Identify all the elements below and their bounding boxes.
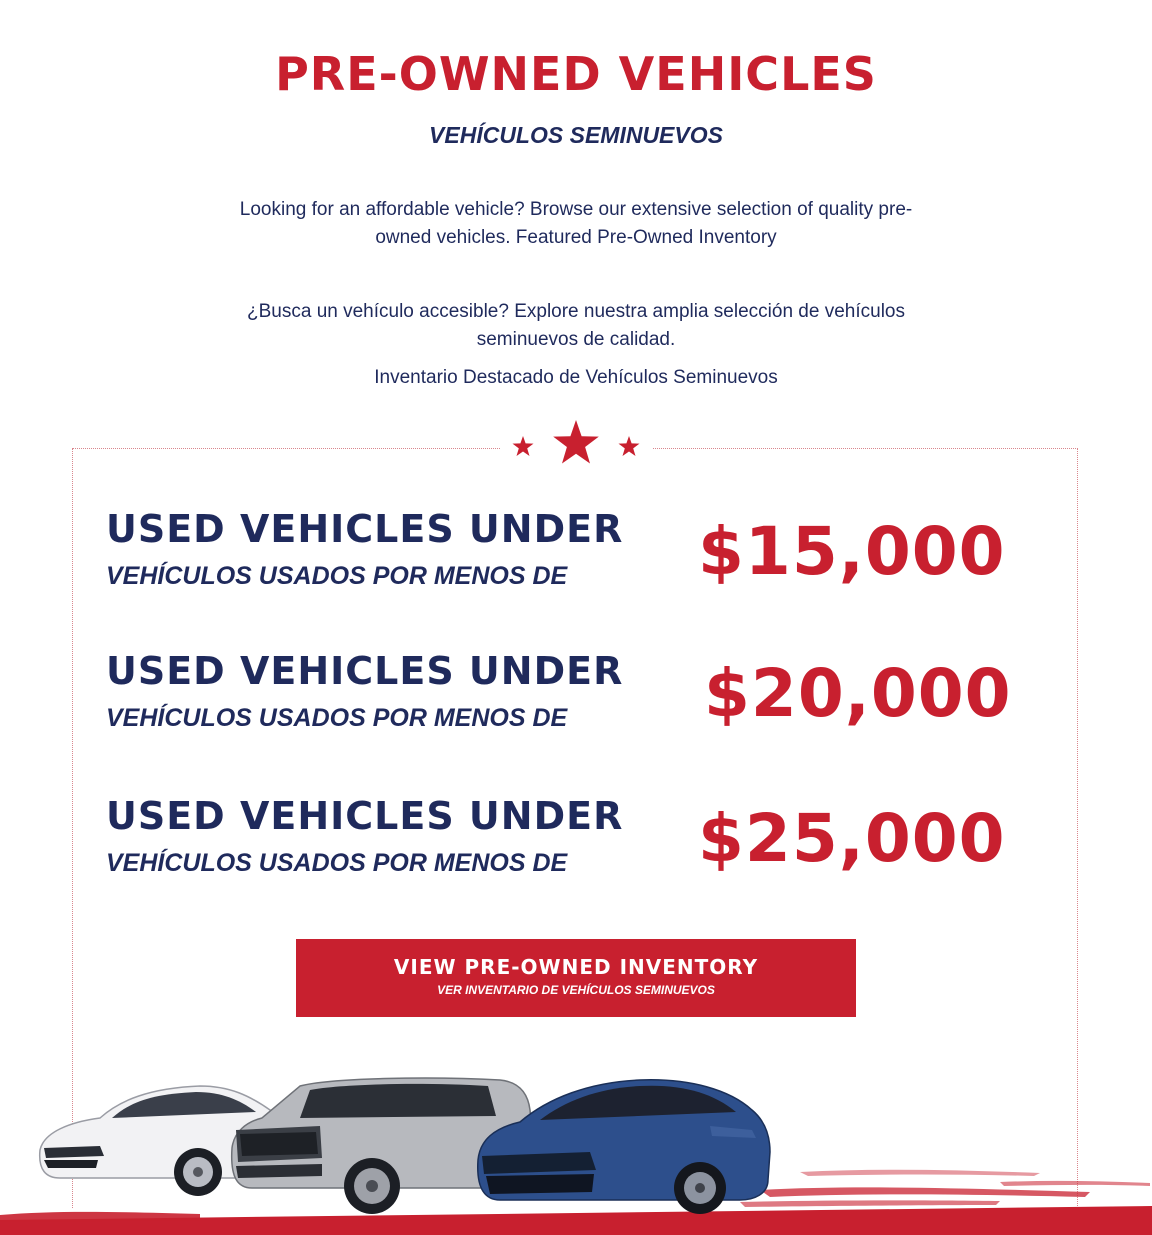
intro-english: Looking for an affordable vehicle? Browse our extensive selection of quality pre-owned vehicles. Featured Pre-Owned Inventory [239,199,913,248]
view-inventory-sublabel: VER INVENTARIO DE VEHÍCULOS SEMINUEVOS [437,983,715,997]
tier-label-en: USED VEHICLES UNDER [106,794,624,838]
tier-label-en: USED VEHICLES UNDER [106,507,624,551]
vehicle-lineup [0,1060,1152,1235]
star-icon [619,436,640,456]
tier-label-es: VEHÍCULOS USADOS POR MENOS DE [106,704,568,732]
stars-divider [500,418,652,474]
tier-price[interactable]: $25,000 [698,800,1006,877]
tier-label-en: USED VEHICLES UNDER [106,649,624,693]
star-icon [513,436,534,456]
star-icon [553,420,599,464]
tier-label-es: VEHÍCULOS USADOS POR MENOS DE [106,849,568,877]
intro-spanish-featured: Inventario Destacado de Vehículos Seminuevos [374,367,778,388]
view-inventory-label: VIEW PRE-OWNED INVENTORY [393,955,759,979]
price-tier-25000[interactable] [106,795,1046,895]
tier-price[interactable]: $15,000 [698,513,1006,590]
view-inventory-button[interactable] [296,939,856,1017]
price-tier-15000[interactable] [106,508,1046,608]
price-tier-20000[interactable] [106,650,1046,750]
intro-spanish: ¿Busca un vehículo accesible? Explore nuestra amplia selección de vehículos seminuevos de calidad. [247,301,905,350]
tier-label-es: VEHÍCULOS USADOS POR MENOS DE [106,562,568,590]
tier-price[interactable]: $20,000 [704,655,1012,732]
page-title: PRE-OWNED VEHICLES [275,47,877,101]
page-subtitle: VEHÍCULOS SEMINUEVOS [429,122,723,148]
